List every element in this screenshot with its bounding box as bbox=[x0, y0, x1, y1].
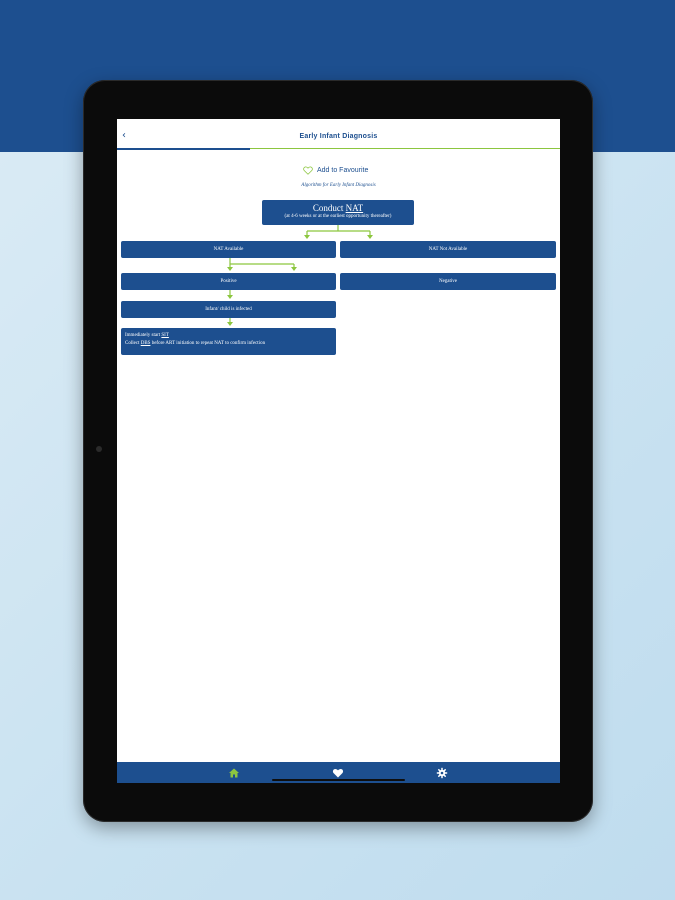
home-indicator-bar[interactable] bbox=[272, 779, 405, 781]
heart-icon[interactable] bbox=[332, 767, 344, 779]
page-title: Early Infant Diagnosis bbox=[299, 133, 378, 140]
algorithm-title: Algorithm for Early Infant Diagnosis bbox=[301, 183, 376, 188]
start-treatment-text: Immediately start bbox=[125, 333, 162, 338]
flow-box-conduct-nat bbox=[262, 200, 414, 225]
flow-box-nat-available: NAT Available bbox=[121, 241, 336, 258]
conduct-label: Conduct bbox=[312, 203, 346, 213]
dbs-term-link[interactable]: DBS bbox=[140, 341, 151, 346]
flow-box-start-treatment bbox=[121, 328, 336, 355]
home-icon[interactable] bbox=[228, 767, 240, 779]
app-screen bbox=[117, 119, 560, 783]
flow-box-infected: Infant/ child is infected bbox=[121, 301, 336, 318]
sit-term-link[interactable]: SIT bbox=[161, 333, 169, 338]
flow-connectors bbox=[117, 119, 560, 359]
gear-icon[interactable] bbox=[436, 767, 448, 779]
back-chevron-icon[interactable]: ‹ bbox=[122, 130, 126, 141]
collect-text: Collect bbox=[125, 341, 141, 346]
conduct-timing-text: (at 4-6 weeks or at the earliest opportunity thereafter) bbox=[284, 214, 392, 219]
flow-box-positive: Positive bbox=[121, 273, 336, 290]
add-to-favourite-label: Add to Favourite bbox=[317, 166, 369, 174]
collect-detail-text: before ART initiation to repeat NAT to confirm infection bbox=[150, 341, 266, 346]
flow-box-nat-not-available: NAT Not Available bbox=[340, 241, 556, 258]
camera-dot bbox=[96, 446, 102, 452]
nat-term-link[interactable]: NAT bbox=[345, 203, 364, 213]
flow-box-negative: Negative bbox=[340, 273, 556, 290]
